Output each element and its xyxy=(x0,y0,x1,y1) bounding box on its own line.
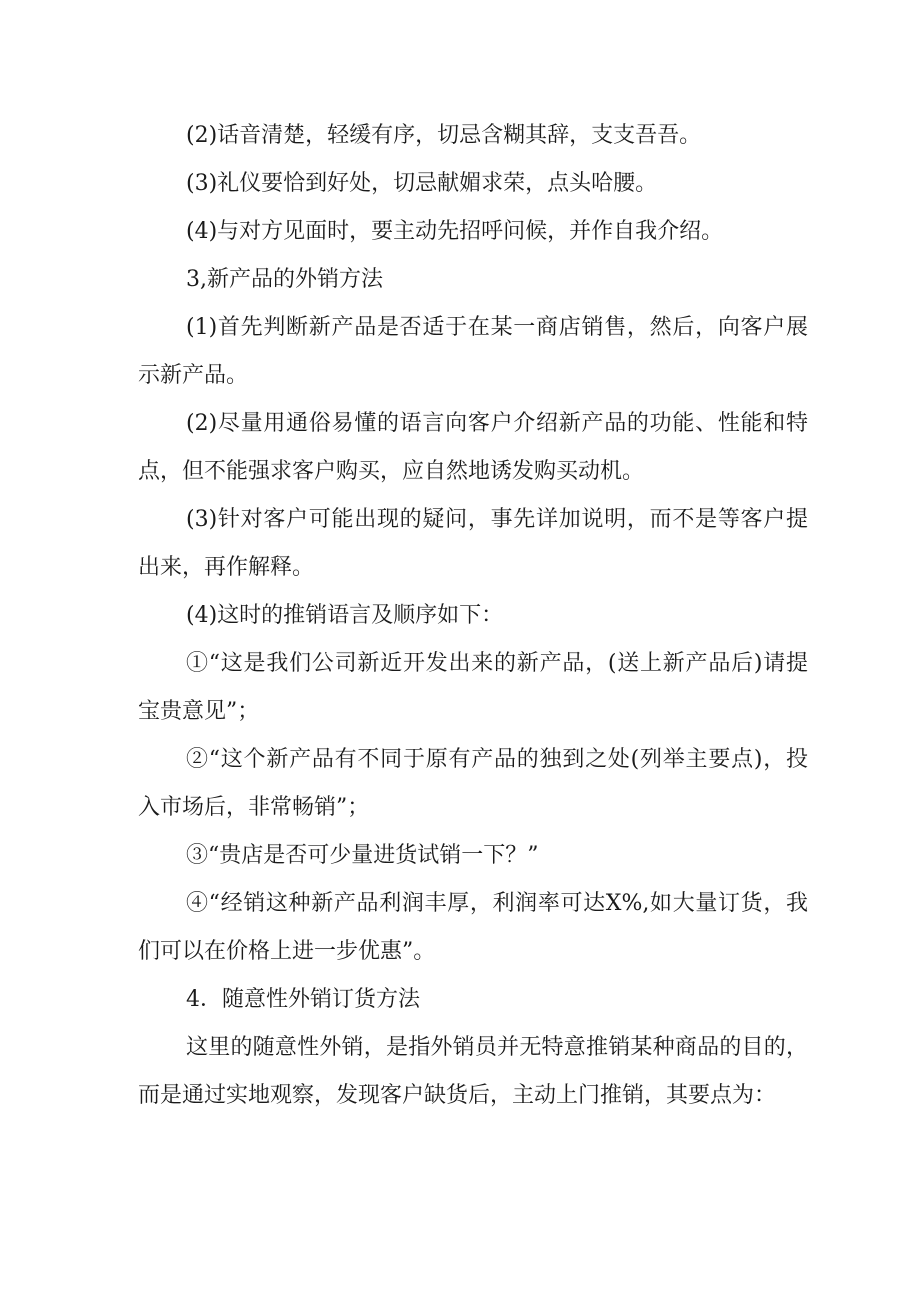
paragraph-casual-sales: 这里的随意性外销，是指外销员并无特意推销某种商品的目的，而是通过实地观察，发现客户缺货后，主动上门推销，其要点为： xyxy=(138,1035,808,1108)
paragraph-new-product-2: (2)尽量用通俗易懂的语言向客户介绍新产品的功能、性能和特点，但不能强求客户购买，应自然地诱发购买动机。 xyxy=(138,411,808,484)
paragraph-4-greeting: (4)与对方见面时，要主动先招呼问候，并作自我介绍。 xyxy=(186,219,724,244)
list-item-circled-3: ③“贵店是否可少量进货试销一下？” xyxy=(186,843,539,868)
paragraph-new-product-4: (4)这时的推销语言及顺序如下： xyxy=(186,603,504,628)
paragraph-2-speech: (2)话音清楚，轻缓有序，切忌含糊其辞，支支吾吾。 xyxy=(186,123,702,148)
document-body xyxy=(138,112,808,1120)
paragraph-new-product-3: (3)针对客户可能出现的疑问，事先详加说明，而不是等客户提出来，再作解释。 xyxy=(138,507,808,580)
list-item-circled-1: ①“这是我们公司新近开发出来的新产品，(送上新产品后)请提宝贵意见”； xyxy=(138,651,808,724)
list-item-circled-4: ④“经销这种新产品利润丰厚，利润率可达X%,如大量订货，我们可以在价格上进一步优惠”。 xyxy=(138,891,808,964)
section-heading-4: 4．随意性外销订货方法 xyxy=(186,987,420,1012)
paragraph-new-product-1: (1)首先判断新产品是否适于在某一商店销售，然后，向客户展示新产品。 xyxy=(138,315,808,388)
section-heading-3: 3,新产品的外销方法 xyxy=(186,267,383,292)
paragraph-3-etiquette: (3)礼仪要恰到好处，切忌献媚求荣，点头哈腰。 xyxy=(186,171,658,196)
list-item-circled-2: ②“这个新产品有不同于原有产品的独到之处(列举主要点)，投入市场后，非常畅销”； xyxy=(138,747,808,820)
